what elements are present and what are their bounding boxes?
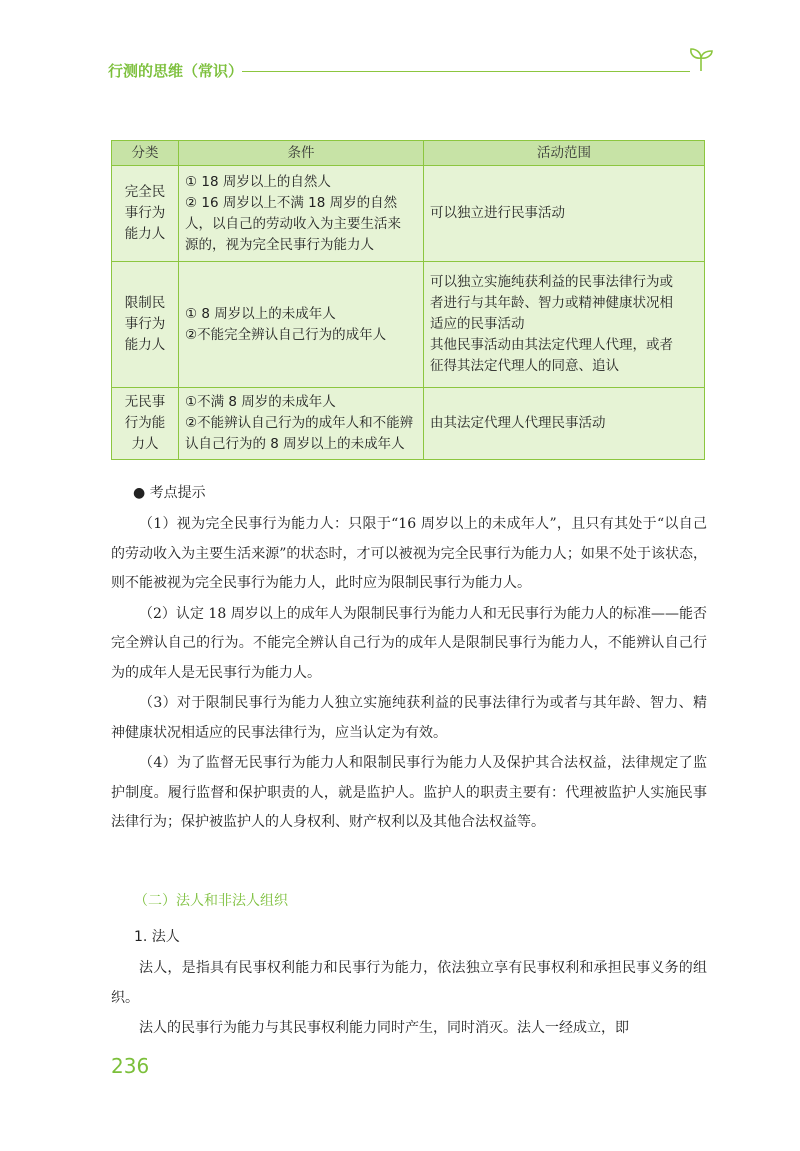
row-scope <box>424 166 705 262</box>
tip-paragraph: （4）为了监督无民事行为能力人和限制民事行为能力人及保护其合法权益，法律规定了监护制度。履行监督和保护职责的人，就是监护人。监护人的职责主要有：代理被监护人实施民事法律行为；保护被监护人的人身权利、财产权利以及其他合法权益等。 <box>111 755 707 830</box>
category-line: 无民事 <box>124 394 166 410</box>
table-row <box>112 388 705 460</box>
category-line: 限制民 <box>124 295 166 311</box>
row-category <box>112 262 179 388</box>
table-row <box>112 262 705 388</box>
condition-line: ②不能完全辨认自己行为的成年人 <box>185 326 387 343</box>
category-line: 能力人 <box>124 337 166 353</box>
tip-paragraph: （2）认定 18 周岁以上的成年人为限制民事行为能力人和无民事行为能力人的标准——能否完全辨认自己的行为。不能完全辨认自己行为的成年人是限制民事行为能力人，不能辨认自己行为的成年人是无民事行为能力人。 <box>111 605 707 681</box>
header-conditions: 条件 <box>179 141 424 166</box>
category-line: 事行为 <box>124 205 166 221</box>
body-paragraph: 法人的民事行为能力与其民事权利能力同时产生，同时消灭。法人一经成立，即 <box>139 1020 629 1036</box>
condition-line: ②不能辨认自己行为的成年人和不能辨 <box>185 415 414 431</box>
scope-line: 可以独立进行民事活动 <box>430 205 565 221</box>
tip-paragraph: （1）视为完全民事行为能力人：只限于“16 周岁以上的未成年人”，且只有其处于“以自己的劳动收入为主要生活来源”的状态时，才可以被视为完全民事行为能力人；如果不处于该状态，则不能被视为完全民事行为能力人，此时应为限制民事行为能力人。 <box>111 516 707 591</box>
category-line: 行为能 <box>124 415 166 431</box>
table-header-row <box>112 141 705 166</box>
row-category <box>112 388 179 460</box>
condition-line: ①不满 8 周岁的未成年人 <box>185 394 336 410</box>
running-header <box>108 58 708 82</box>
tips-body <box>111 510 707 839</box>
running-header-title: 行测的思维（常识） <box>108 62 244 80</box>
row-conditions <box>179 388 424 460</box>
condition-line: ① 18 周岁以上的自然人 <box>185 173 331 190</box>
condition-line: 源的，视为完全民事行为能力人 <box>185 236 374 253</box>
condition-line: 认自己行为的 8 周岁以上的未成年人 <box>185 436 405 452</box>
category-line: 力人 <box>131 436 159 452</box>
row-scope <box>424 262 705 388</box>
tip-paragraph: （3）对于限制民事行为能力人独立实施纯获利益的民事法律行为或者与其年龄、智力、精神健康状况相适应的民事法律行为，应当认定为有效。 <box>111 695 707 741</box>
header-scope: 活动范围 <box>424 141 705 166</box>
scope-line: 适应的民事活动 <box>430 316 525 332</box>
row-conditions <box>179 262 424 388</box>
category-line: 事行为 <box>124 316 166 332</box>
condition-line: ② 16 周岁以上不满 18 周岁的自然 <box>185 194 398 211</box>
row-conditions <box>179 166 424 262</box>
category-line: 能力人 <box>124 226 166 242</box>
scope-line: 征得其法定代理人的同意、追认 <box>430 358 619 374</box>
scope-line: 由其法定代理人代理民事活动 <box>430 415 606 431</box>
condition-line: ① 8 周岁以上的未成年人 <box>185 305 336 322</box>
scope-line: 者进行与其年龄、智力或精神健康状况相 <box>430 295 673 311</box>
category-line: 完全民 <box>124 184 166 200</box>
body-paragraph: 法人，是指具有民事权利能力和民事行为能力，依法独立享有民事权利和承担民事义务的组织。 <box>111 960 707 1006</box>
page-number: 236 <box>111 1054 150 1078</box>
section-body <box>111 954 707 1045</box>
capacity-table <box>111 140 705 460</box>
header-category: 分类 <box>112 141 179 166</box>
condition-line: 人，以自己的劳动收入为主要生活来 <box>185 215 401 232</box>
section-heading: （二）法人和非法人组织 <box>134 893 288 909</box>
row-scope <box>424 388 705 460</box>
table-row <box>112 166 705 262</box>
scope-line: 其他民事活动由其法定代理人代理，或者 <box>430 337 673 353</box>
sprout-icon <box>688 48 714 72</box>
tips-title: ● 考点提示 <box>133 485 206 501</box>
row-category <box>112 166 179 262</box>
header-rule <box>242 71 690 72</box>
subsection-heading: 1. 法人 <box>134 929 180 945</box>
scope-line: 可以独立实施纯获利益的民事法律行为或 <box>430 274 673 290</box>
